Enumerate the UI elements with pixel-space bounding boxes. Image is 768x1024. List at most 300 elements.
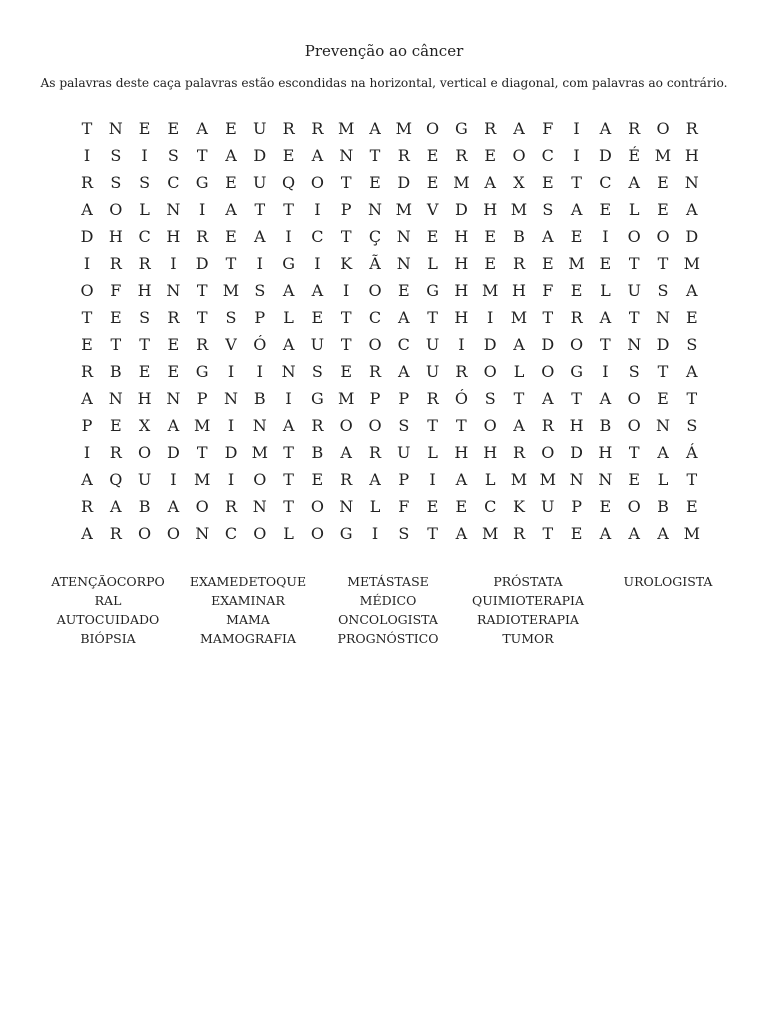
grid-letter[interactable]: A [599, 308, 612, 327]
grid-letter[interactable]: C [397, 335, 410, 354]
grid-letter[interactable]: E [541, 254, 554, 273]
grid-letter[interactable]: G [311, 389, 324, 408]
grid-letter[interactable]: A [225, 146, 237, 165]
grid-letter[interactable]: U [425, 362, 440, 381]
grid-letter[interactable]: D [195, 254, 209, 273]
grid-letter[interactable]: U [627, 281, 641, 300]
grid-letter[interactable]: Ç [368, 227, 382, 246]
grid-letter[interactable]: T [542, 308, 554, 327]
grid-letter[interactable]: I [285, 227, 292, 246]
grid-letter[interactable]: M [453, 173, 470, 192]
grid-letter[interactable]: I [199, 200, 206, 219]
grid-letter[interactable]: R [570, 308, 583, 327]
grid-letter[interactable]: S [628, 362, 640, 381]
grid-letter[interactable]: O [253, 470, 267, 489]
grid-letter[interactable]: M [395, 119, 412, 138]
grid-letter[interactable]: T [542, 524, 554, 543]
grid-letter[interactable]: L [600, 281, 611, 300]
grid-letter[interactable]: O [512, 146, 526, 165]
grid-letter[interactable]: S [398, 524, 410, 543]
grid-letter[interactable]: O [339, 416, 353, 435]
grid-letter[interactable]: H [454, 281, 469, 300]
grid-letter[interactable]: S [110, 146, 122, 165]
grid-letter[interactable]: R [426, 389, 439, 408]
grid-letter[interactable]: L [628, 200, 640, 219]
grid-letter[interactable]: T [139, 335, 150, 354]
grid-letter[interactable]: N [281, 362, 296, 381]
grid-letter[interactable]: I [227, 470, 235, 489]
grid-letter[interactable]: D [570, 443, 583, 462]
grid-letter[interactable]: M [510, 308, 528, 327]
grid-letter[interactable]: E [167, 119, 180, 138]
grid-letter[interactable]: A [369, 470, 381, 489]
grid-letter[interactable]: A [167, 416, 180, 435]
grid-letter[interactable]: O [195, 497, 209, 516]
grid-letter[interactable]: O [368, 416, 382, 435]
grid-letter[interactable]: I [371, 524, 379, 543]
grid-letter[interactable]: E [225, 227, 237, 246]
grid-letter[interactable]: N [166, 389, 181, 408]
grid-letter[interactable]: H [166, 227, 181, 246]
grid-letter[interactable]: N [598, 470, 613, 489]
grid-letter[interactable]: N [224, 389, 238, 408]
grid-letter[interactable]: E [599, 497, 612, 516]
grid-letter[interactable]: P [571, 497, 582, 516]
grid-letter[interactable]: T [686, 389, 698, 408]
grid-letter[interactable]: P [254, 308, 266, 327]
grid-letter[interactable]: R [455, 362, 468, 381]
grid-letter[interactable]: E [628, 470, 641, 489]
grid-letter[interactable]: R [80, 173, 94, 192]
grid-letter[interactable]: A [686, 362, 698, 381]
grid-letter[interactable]: S [167, 146, 179, 165]
grid-letter[interactable]: U [253, 119, 267, 138]
grid-letter[interactable]: I [170, 254, 177, 273]
grid-letter[interactable]: T [283, 497, 294, 516]
grid-letter[interactable]: T [571, 173, 582, 192]
grid-letter[interactable]: S [398, 416, 410, 435]
grid-letter[interactable]: A [282, 281, 295, 300]
grid-letter[interactable]: I [314, 254, 321, 273]
grid-letter[interactable]: D [80, 227, 94, 246]
grid-letter[interactable]: O [426, 119, 440, 138]
grid-letter[interactable]: L [283, 524, 294, 543]
grid-letter[interactable]: A [81, 200, 93, 219]
grid-letter[interactable]: A [196, 119, 208, 138]
grid-letter[interactable]: P [340, 200, 352, 219]
grid-letter[interactable]: E [455, 497, 468, 516]
grid-letter[interactable]: R [397, 146, 410, 165]
grid-letter[interactable]: N [656, 308, 670, 327]
grid-letter[interactable]: A [657, 443, 669, 462]
grid-letter[interactable]: M [193, 416, 211, 435]
grid-letter[interactable]: E [685, 308, 698, 327]
grid-letter[interactable]: N [627, 335, 642, 354]
grid-letter[interactable]: N [108, 389, 123, 408]
grid-letter[interactable]: T [427, 416, 438, 435]
grid-letter[interactable]: H [454, 227, 469, 246]
grid-letter[interactable]: E [138, 119, 151, 138]
grid-letter[interactable]: H [483, 200, 498, 219]
grid-letter[interactable]: T [657, 254, 669, 273]
grid-letter[interactable]: O [310, 497, 324, 516]
grid-letter[interactable]: K [340, 254, 353, 273]
grid-letter[interactable]: E [484, 146, 497, 165]
grid-letter[interactable]: O [627, 227, 641, 246]
grid-letter[interactable]: E [109, 416, 122, 435]
grid-letter[interactable]: E [484, 227, 497, 246]
grid-letter[interactable]: D [541, 335, 555, 354]
grid-letter[interactable]: U [425, 335, 440, 354]
grid-letter[interactable]: Á [686, 443, 698, 462]
grid-letter[interactable]: A [484, 173, 496, 192]
grid-letter[interactable]: A [369, 119, 381, 138]
grid-letter[interactable]: M [193, 470, 211, 489]
grid-letter[interactable]: T [81, 308, 93, 327]
grid-letter[interactable]: H [454, 308, 469, 327]
grid-letter[interactable]: L [513, 362, 525, 381]
grid-letter[interactable]: T [254, 200, 266, 219]
grid-letter[interactable]: T [340, 173, 352, 192]
grid-letter[interactable]: R [512, 443, 526, 462]
grid-letter[interactable]: N [166, 281, 181, 300]
grid-letter[interactable]: Q [109, 470, 123, 489]
grid-letter[interactable]: T [369, 146, 381, 165]
grid-letter[interactable]: G [195, 173, 209, 192]
grid-letter[interactable]: A [311, 146, 324, 165]
grid-letter[interactable]: H [137, 281, 152, 300]
grid-letter[interactable]: I [256, 254, 263, 273]
grid-letter[interactable]: N [368, 200, 382, 219]
grid-letter[interactable]: R [628, 119, 641, 138]
grid-letter[interactable]: G [426, 281, 439, 300]
grid-letter[interactable]: R [512, 254, 526, 273]
grid-letter[interactable]: L [139, 200, 150, 219]
grid-letter[interactable]: A [81, 470, 93, 489]
grid-letter[interactable]: X [138, 416, 151, 435]
grid-letter[interactable]: G [339, 524, 353, 543]
grid-letter[interactable]: S [139, 173, 151, 192]
grid-letter[interactable]: L [283, 308, 294, 327]
grid-letter[interactable]: C [599, 173, 612, 192]
grid-letter[interactable]: S [110, 173, 122, 192]
grid-letter[interactable]: O [627, 389, 641, 408]
grid-letter[interactable]: E [426, 146, 439, 165]
grid-letter[interactable]: N [166, 200, 181, 219]
grid-letter[interactable]: A [599, 389, 612, 408]
grid-letter[interactable]: P [81, 416, 93, 435]
grid-letter[interactable]: R [368, 443, 382, 462]
grid-letter[interactable]: D [454, 200, 468, 219]
grid-letter[interactable]: O [656, 119, 670, 138]
grid-letter[interactable]: F [398, 497, 410, 516]
grid-letter[interactable]: A [167, 497, 180, 516]
grid-letter[interactable]: E [426, 173, 439, 192]
grid-letter[interactable]: R [512, 524, 526, 543]
grid-letter[interactable]: T [628, 254, 640, 273]
grid-letter[interactable]: E [484, 254, 497, 273]
grid-letter[interactable]: H [137, 389, 152, 408]
grid-letter[interactable]: N [195, 524, 210, 543]
grid-letter[interactable]: A [398, 308, 410, 327]
grid-letter[interactable]: R [311, 119, 324, 138]
grid-letter[interactable]: E [685, 497, 698, 516]
grid-letter[interactable]: P [398, 470, 410, 489]
grid-letter[interactable]: U [397, 443, 411, 462]
grid-letter[interactable]: F [110, 281, 122, 300]
grid-letter[interactable]: S [139, 308, 151, 327]
grid-letter[interactable]: T [600, 335, 611, 354]
grid-letter[interactable]: E [657, 200, 669, 219]
grid-letter[interactable]: R [167, 308, 180, 327]
grid-letter[interactable]: E [426, 227, 439, 246]
grid-letter[interactable]: E [81, 335, 93, 354]
grid-letter[interactable]: Ó [253, 335, 267, 354]
grid-letter[interactable]: S [225, 308, 237, 327]
grid-letter[interactable]: A [455, 470, 468, 489]
grid-letter[interactable]: O [541, 362, 555, 381]
grid-letter[interactable]: I [458, 335, 465, 354]
grid-letter[interactable]: O [138, 443, 152, 462]
grid-letter[interactable]: T [196, 443, 208, 462]
grid-letter[interactable]: N [569, 470, 584, 489]
grid-letter[interactable]: I [170, 470, 177, 489]
grid-letter[interactable]: B [599, 416, 612, 435]
grid-letter[interactable]: R [109, 524, 122, 543]
grid-letter[interactable]: D [656, 335, 670, 354]
grid-letter[interactable]: F [542, 281, 554, 300]
grid-letter[interactable]: R [224, 497, 238, 516]
grid-letter[interactable]: R [109, 254, 122, 273]
grid-letter[interactable]: I [285, 389, 292, 408]
grid-letter[interactable]: T [340, 308, 352, 327]
grid-letter[interactable]: M [222, 281, 240, 300]
grid-letter[interactable]: E [282, 146, 295, 165]
grid-letter[interactable]: H [454, 254, 469, 273]
grid-letter[interactable]: T [225, 254, 237, 273]
grid-letter[interactable]: O [310, 524, 324, 543]
grid-letter[interactable]: T [686, 470, 698, 489]
grid-letter[interactable]: B [138, 497, 151, 516]
grid-letter[interactable]: M [683, 524, 700, 543]
grid-letter[interactable]: N [396, 254, 411, 273]
grid-letter[interactable]: D [685, 227, 699, 246]
grid-letter[interactable]: R [138, 254, 151, 273]
grid-letter[interactable]: T [456, 416, 467, 435]
grid-letter[interactable]: A [686, 200, 698, 219]
grid-letter[interactable]: A [570, 200, 583, 219]
grid-letter[interactable]: T [283, 200, 294, 219]
grid-letter[interactable]: C [311, 227, 324, 246]
grid-letter[interactable]: L [427, 254, 438, 273]
grid-letter[interactable]: N [252, 416, 267, 435]
grid-letter[interactable]: L [369, 497, 381, 516]
grid-letter[interactable]: U [541, 497, 555, 516]
grid-letter[interactable]: A [81, 389, 93, 408]
grid-letter[interactable]: A [628, 173, 640, 192]
grid-letter[interactable]: A [311, 281, 324, 300]
grid-letter[interactable]: C [224, 524, 238, 543]
grid-letter[interactable]: L [657, 470, 669, 489]
grid-letter[interactable]: E [369, 173, 381, 192]
grid-letter[interactable]: C [167, 173, 180, 192]
grid-letter[interactable]: T [628, 443, 640, 462]
grid-letter[interactable]: R [541, 416, 554, 435]
grid-letter[interactable]: S [657, 281, 669, 300]
grid-letter[interactable]: O [253, 524, 267, 543]
grid-letter[interactable]: A [542, 389, 554, 408]
grid-letter[interactable]: A [542, 227, 554, 246]
grid-letter[interactable]: X [513, 173, 525, 192]
grid-letter[interactable]: O [483, 362, 497, 381]
grid-letter[interactable]: D [397, 173, 411, 192]
grid-letter[interactable]: E [167, 335, 180, 354]
grid-letter[interactable]: O [166, 524, 180, 543]
grid-letter[interactable]: O [627, 497, 641, 516]
grid-letter[interactable]: O [138, 524, 152, 543]
grid-letter[interactable]: B [311, 443, 324, 462]
grid-letter[interactable]: R [340, 470, 353, 489]
grid-letter[interactable]: G [282, 254, 295, 273]
grid-letter[interactable]: A [81, 524, 93, 543]
grid-letter[interactable]: L [427, 443, 438, 462]
grid-letter[interactable]: T [513, 389, 525, 408]
grid-letter[interactable]: M [395, 200, 412, 219]
grid-letter[interactable]: R [80, 362, 94, 381]
grid-letter[interactable]: M [251, 443, 268, 462]
grid-letter[interactable]: N [684, 173, 699, 192]
grid-letter[interactable]: E [397, 281, 410, 300]
grid-letter[interactable]: R [455, 146, 468, 165]
grid-letter[interactable]: I [227, 416, 235, 435]
grid-letter[interactable]: M [337, 389, 355, 408]
grid-letter[interactable]: S [484, 389, 496, 408]
grid-letter[interactable]: I [83, 443, 91, 462]
grid-letter[interactable]: B [109, 362, 122, 381]
grid-letter[interactable]: T [196, 308, 208, 327]
grid-letter[interactable]: O [656, 227, 670, 246]
grid-letter[interactable]: T [340, 335, 352, 354]
grid-letter[interactable]: I [573, 119, 580, 138]
grid-letter[interactable]: A [513, 416, 525, 435]
grid-letter[interactable]: I [487, 308, 494, 327]
grid-letter[interactable]: T [427, 308, 438, 327]
grid-letter[interactable]: G [195, 362, 209, 381]
grid-letter[interactable]: M [481, 281, 499, 300]
grid-letter[interactable]: O [483, 416, 497, 435]
grid-letter[interactable]: O [570, 335, 584, 354]
grid-letter[interactable]: I [256, 362, 263, 381]
grid-letter[interactable]: O [368, 281, 382, 300]
grid-letter[interactable]: M [481, 524, 499, 543]
grid-letter[interactable]: H [483, 443, 498, 462]
grid-letter[interactable]: T [340, 227, 352, 246]
grid-letter[interactable]: M [654, 146, 672, 165]
grid-letter[interactable]: D [224, 443, 238, 462]
grid-letter[interactable]: A [686, 281, 698, 300]
grid-letter[interactable]: I [227, 362, 235, 381]
grid-letter[interactable]: B [657, 497, 669, 516]
grid-letter[interactable]: O [80, 281, 94, 300]
grid-letter[interactable]: D [166, 443, 180, 462]
grid-letter[interactable]: O [541, 443, 555, 462]
grid-letter[interactable]: V [426, 200, 439, 219]
grid-letter[interactable]: I [83, 254, 91, 273]
grid-letter[interactable]: P [196, 389, 208, 408]
grid-letter[interactable]: D [253, 146, 267, 165]
grid-letter[interactable]: S [686, 416, 698, 435]
grid-letter[interactable]: E [311, 308, 324, 327]
grid-letter[interactable]: I [83, 146, 91, 165]
grid-letter[interactable]: A [225, 200, 237, 219]
grid-letter[interactable]: K [513, 497, 525, 516]
grid-letter[interactable]: A [254, 227, 266, 246]
grid-letter[interactable]: H [512, 281, 526, 300]
grid-letter[interactable]: R [685, 119, 698, 138]
grid-letter[interactable]: A [455, 524, 468, 543]
grid-letter[interactable]: O [310, 173, 324, 192]
grid-letter[interactable]: T [571, 389, 582, 408]
grid-letter[interactable]: U [310, 335, 325, 354]
grid-letter[interactable]: E [167, 362, 180, 381]
grid-letter[interactable]: E [570, 524, 583, 543]
grid-letter[interactable]: H [454, 443, 469, 462]
grid-letter[interactable]: D [598, 146, 612, 165]
grid-letter[interactable]: R [368, 362, 382, 381]
grid-letter[interactable]: L [484, 470, 496, 489]
grid-letter[interactable]: A [282, 416, 295, 435]
grid-letter[interactable]: R [484, 119, 497, 138]
grid-letter[interactable]: T [196, 146, 208, 165]
grid-letter[interactable]: Ó [454, 389, 468, 408]
grid-letter[interactable]: Ã [369, 254, 381, 273]
grid-letter[interactable]: S [311, 362, 323, 381]
grid-letter[interactable]: T [196, 281, 208, 300]
grid-letter[interactable]: M [337, 119, 355, 138]
grid-letter[interactable]: C [484, 497, 497, 516]
grid-letter[interactable]: M [683, 254, 700, 273]
grid-letter[interactable]: U [137, 470, 152, 489]
grid-letter[interactable]: A [628, 524, 640, 543]
grid-letter[interactable]: I [429, 470, 436, 489]
grid-letter[interactable]: A [340, 443, 352, 462]
grid-letter[interactable]: I [141, 146, 148, 165]
grid-letter[interactable]: S [686, 335, 698, 354]
grid-letter[interactable]: S [254, 281, 266, 300]
grid-letter[interactable]: V [225, 335, 237, 354]
grid-letter[interactable]: N [252, 497, 267, 516]
grid-letter[interactable]: E [541, 173, 554, 192]
grid-letter[interactable]: M [539, 470, 556, 489]
grid-letter[interactable]: É [628, 146, 641, 165]
grid-letter[interactable]: A [513, 119, 525, 138]
grid-letter[interactable]: N [108, 119, 123, 138]
grid-letter[interactable]: I [314, 200, 321, 219]
grid-letter[interactable]: R [109, 443, 122, 462]
grid-letter[interactable]: C [368, 308, 382, 327]
grid-letter[interactable]: N [339, 146, 354, 165]
grid-letter[interactable]: E [225, 119, 237, 138]
grid-letter[interactable]: N [656, 416, 670, 435]
grid-letter[interactable]: F [542, 119, 554, 138]
grid-letter[interactable]: T [110, 335, 122, 354]
grid-letter[interactable]: I [573, 146, 580, 165]
grid-letter[interactable]: C [541, 146, 554, 165]
grid-letter[interactable]: E [311, 470, 324, 489]
grid-letter[interactable]: T [427, 524, 438, 543]
grid-letter[interactable]: O [627, 416, 641, 435]
grid-letter[interactable]: N [339, 497, 354, 516]
